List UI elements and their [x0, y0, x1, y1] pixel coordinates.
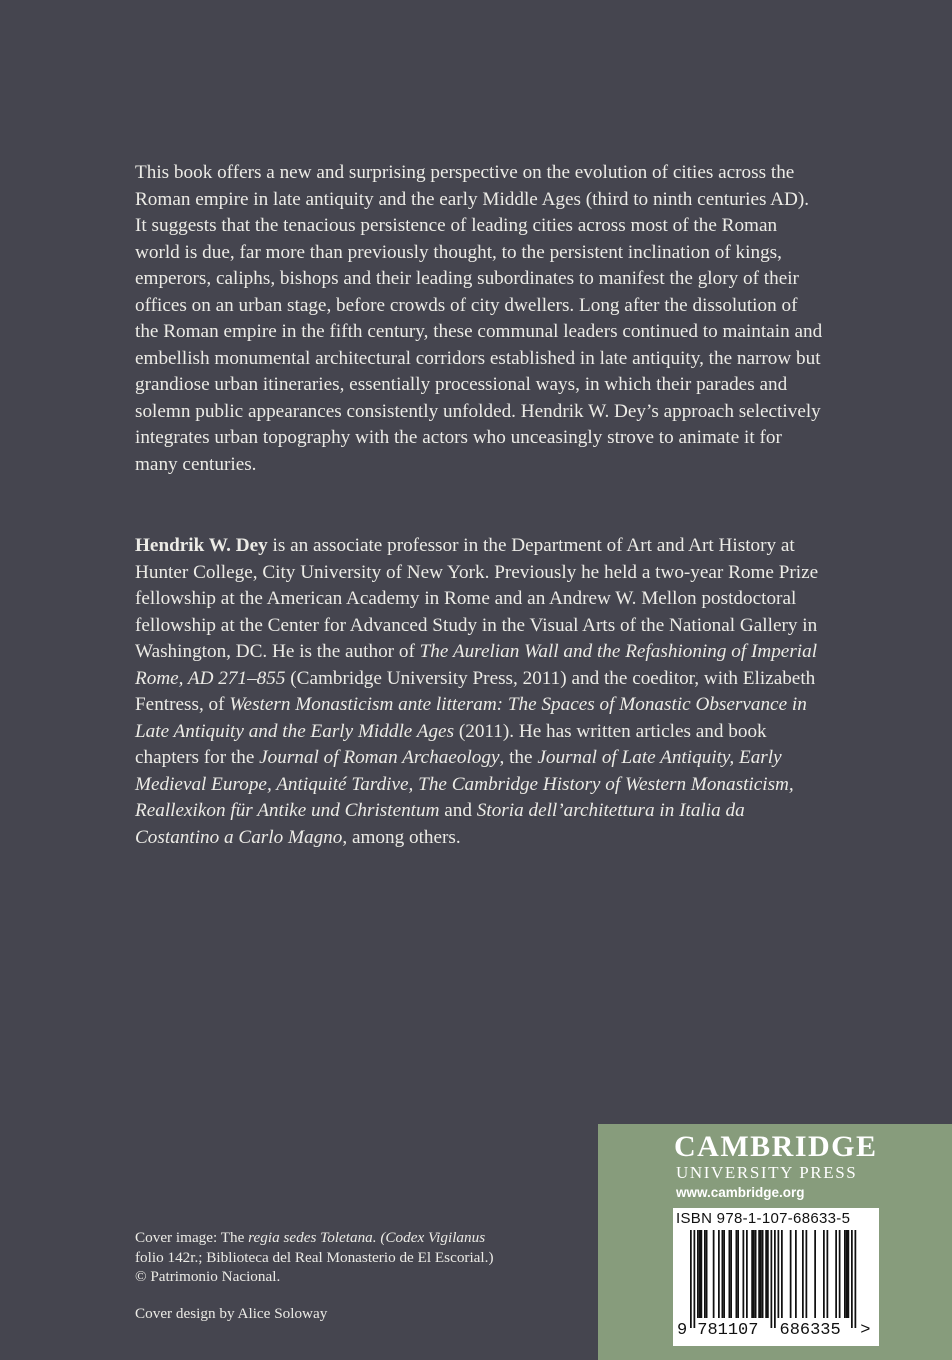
barcode — [673, 1208, 879, 1346]
barcode-bar — [694, 1230, 696, 1328]
barcode-bar — [771, 1230, 773, 1328]
barcode-bar — [823, 1230, 825, 1318]
barcode-bar — [835, 1230, 837, 1318]
publisher-subtitle: UNIVERSITY PRESS — [676, 1163, 858, 1182]
book-title: Storia dell’architettura in Italia da Costantino a Carlo Magno — [135, 800, 745, 848]
barcode-bar — [722, 1230, 724, 1318]
barcode-bar — [760, 1230, 762, 1318]
credit-copyright: © Patrimonio Nacional. — [135, 1268, 281, 1286]
author-name: Hendrik W. Dey — [135, 535, 268, 556]
barcode-bar — [713, 1230, 715, 1318]
book-title: Western Monasticism ante litteram: The Spaces of Monastic Observance in Late Antiquity and the Early Middle Ages — [135, 694, 807, 742]
barcode-bar — [846, 1230, 848, 1318]
credit-text: folio 142r.; Biblioteca del Real Monasterio de El Escorial.) — [135, 1248, 494, 1266]
barcode-bar — [699, 1230, 701, 1318]
cover-image-credit — [135, 1228, 585, 1287]
bio-text: , the — [499, 747, 538, 768]
barcode-bar — [814, 1230, 816, 1318]
barcode-bar — [701, 1230, 703, 1318]
barcode-bar — [697, 1230, 699, 1318]
journal-titles: Journal of Late Antiquity, Early Medieval Europe, Antiquité Tardive, The Cambridge History of Western Monasticism, Reallexikon für Antike und Christentum — [135, 747, 794, 821]
barcode-bar — [855, 1230, 857, 1328]
barcode-bar — [806, 1230, 808, 1318]
barcode-bar — [839, 1230, 841, 1318]
journal-title: Journal of Roman Archaeology — [259, 747, 500, 768]
barcode-digits: 781107 — [697, 1321, 759, 1340]
barcode-bar — [723, 1230, 725, 1318]
barcode-bar — [746, 1230, 748, 1318]
isbn-text: ISBN 978-1-107-68633-5 — [676, 1210, 851, 1227]
barcode-bar — [758, 1230, 760, 1318]
barcode-bar — [802, 1230, 804, 1318]
barcode-digits: > — [860, 1321, 871, 1340]
barcode-bar — [765, 1230, 767, 1318]
barcode-bar — [729, 1230, 731, 1318]
barcode-bar — [778, 1230, 780, 1318]
barcode-bar — [795, 1230, 797, 1318]
book-title: The Aurelian Wall and the Refashioning of Imperial Rome, AD 271–855 — [135, 641, 818, 689]
publisher-url: www.cambridge.org — [676, 1185, 805, 1200]
barcode-bar — [706, 1230, 708, 1318]
barcode-digits: 686335 — [779, 1321, 841, 1340]
barcode-bar — [690, 1230, 692, 1328]
bio-text: (Cambridge University Press, 2011) and the coeditor, with Elizabeth Fentress, of — [135, 667, 816, 715]
barcode-bar — [730, 1230, 732, 1318]
barcode-bar — [848, 1230, 850, 1318]
publisher-name: CAMBRIDGE — [674, 1130, 878, 1163]
barcode-bar — [753, 1230, 755, 1318]
barcode-bar — [718, 1230, 720, 1318]
bio-text: , among others. — [342, 826, 461, 848]
barcode-bar — [736, 1230, 738, 1318]
barcode-bar — [851, 1230, 853, 1328]
barcode-bar — [781, 1230, 783, 1318]
barcode-bar — [844, 1230, 846, 1318]
barcode-bar — [743, 1230, 745, 1318]
author-bio — [135, 533, 825, 851]
barcode-bar — [774, 1230, 776, 1328]
bio-text: (2011). He has written articles and book chapters for the — [135, 720, 767, 768]
barcode-bar — [755, 1230, 757, 1318]
book-description: This book offers a new and surprising perspective on the evolution of cities across the Roman empire in late antiquity and the early Middle Ages (third to ninth centuries AD). It suggests that the tenacious persistence of leading cities across most of the Roman world is due, far more than previously thought, to the persistent inclination of kings, emperors, caliphs, bishops and their leading subordinates to manifest the glory of their offices on an urban stage, before crowds of city dwellers. Long after the dissolution of the Roman empire in the fifth century, these communal leaders continued to maintain and embellish monumental architectural corridors established in late antiquity, the narrow but grandiose urban itineraries, essentially processional ways, in which their parades and solemn public appearances consistently unfolded. Hendrik W. Dey’s approach selectively integrates urban topography with the actors who unceasingly strove to animate it for many centuries. — [135, 162, 823, 475]
barcode-bar — [704, 1230, 706, 1318]
publisher-panel — [598, 1124, 952, 1360]
bio-text: and — [439, 800, 477, 821]
barcode-bar — [767, 1230, 769, 1318]
barcode-bar — [762, 1230, 764, 1318]
barcode-bar — [751, 1230, 753, 1318]
barcode-bar — [737, 1230, 739, 1318]
barcode-bar — [827, 1230, 829, 1318]
barcode-bar — [790, 1230, 792, 1318]
cover-design-credit: Cover design by Alice Soloway — [135, 1305, 328, 1322]
barcode-digits: 9 — [677, 1321, 688, 1340]
bio-text: is an associate professor in the Department of Art and Art History at Hunter College, City University of New York. Previously he held a two-year Rome Prize fellowship at the American Academy in Rome and an Andrew W. Mellon postdoctoral fellowship at the Center for Advanced Study in the Visual Arts of the National Gallery in Washington, DC. He is the author of — [135, 535, 819, 662]
credit-title: regia sedes Toletana. (Codex Vigilanus — [248, 1229, 486, 1246]
credit-text: Cover image: The — [135, 1229, 249, 1246]
barcode-panel — [673, 1208, 879, 1346]
